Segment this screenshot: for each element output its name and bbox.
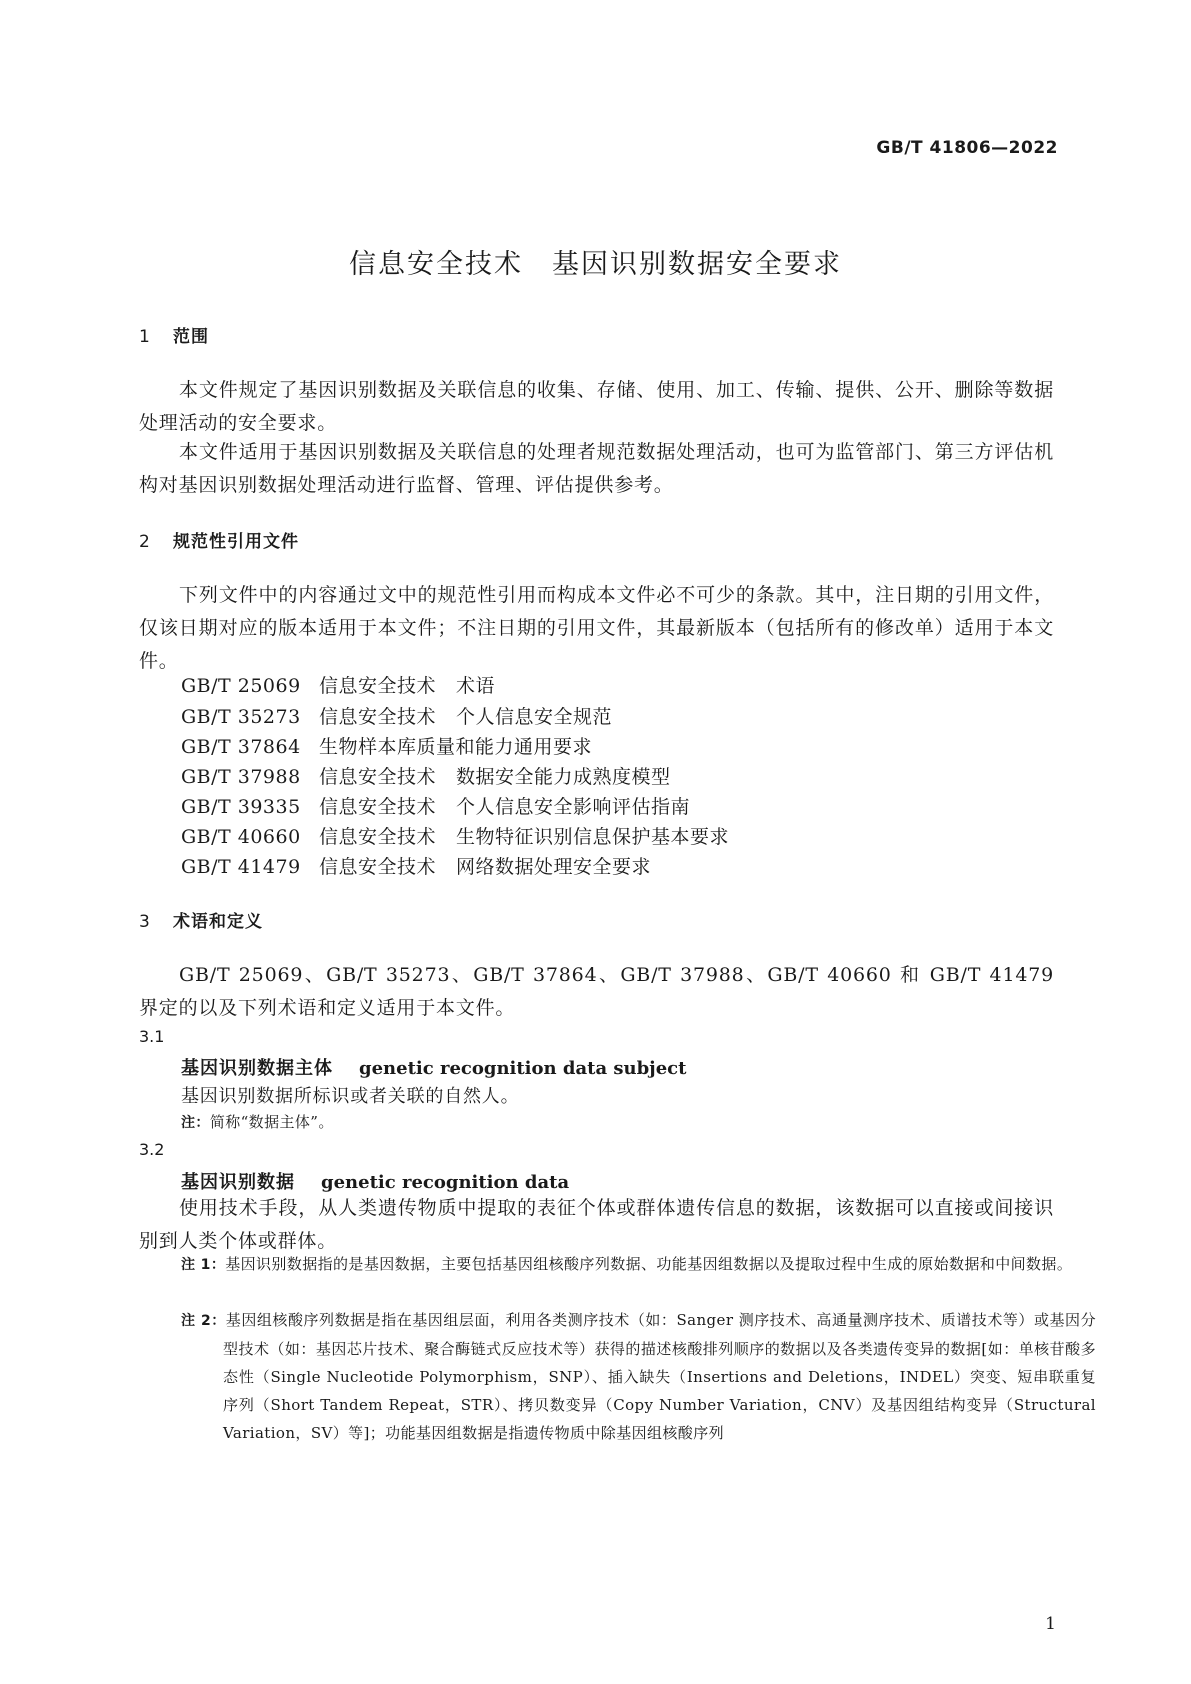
note-label: 注 1：: [181, 1257, 226, 1273]
term-entry: [181, 1054, 686, 1080]
section-3-paragraph-1: GB/T 25069、GB/T 35273、GB/T 37864、GB/T 37988、GB/T 40660 和 GB/T 41479 界定的以及下列术语和定义适用于本文件。: [139, 964, 1054, 1019]
section-1-paragraph-2: 本文件适用于基因识别数据及关联信息的处理者规范数据处理活动，也可为监管部门、第三方评估机构对基因识别数据处理活动进行监督、管理、评估提供参考。: [139, 441, 1054, 496]
note-1: [181, 1250, 1096, 1279]
section-number: 1: [139, 327, 151, 347]
note-label: 注 2：: [181, 1313, 226, 1329]
term-chinese: 基因识别数据主体: [181, 1058, 333, 1079]
reference-item: GB/T 40660 信息安全技术 生物特征识别信息保护基本要求: [181, 826, 730, 848]
clause-number: 3.2: [139, 1140, 165, 1159]
term-chinese: 基因识别数据: [181, 1172, 295, 1193]
reference-item: GB/T 35273 信息安全技术 个人信息安全规范: [181, 706, 613, 728]
reference-item: GB/T 41479 信息安全技术 网络数据处理安全要求: [181, 856, 652, 878]
note-text: 简称“数据主体”。: [209, 1113, 334, 1131]
section-3-heading: [139, 907, 263, 932]
term-english: genetic recognition data subject: [359, 1058, 687, 1079]
reference-item: GB/T 37988 信息安全技术 数据安全能力成熟度模型: [181, 766, 671, 788]
section-title: 规范性引用文件: [173, 532, 299, 552]
section-title: 范围: [173, 327, 209, 347]
note-2: [181, 1306, 1096, 1447]
section-1-heading: [139, 322, 209, 347]
term-entry: [181, 1168, 569, 1194]
section-1-paragraph-1: 本文件规定了基因识别数据及关联信息的收集、存储、使用、加工、传输、提供、公开、删除等数据处理活动的安全要求。: [139, 379, 1054, 434]
document-title: 信息安全技术 基因识别数据安全要求: [349, 249, 842, 280]
term-english: genetic recognition data: [321, 1172, 570, 1193]
clause-number: 3.1: [139, 1027, 165, 1046]
term-definition: 使用技术手段，从人类遗传物质中提取的表征个体或群体遗传信息的数据，该数据可以直接或间接识别到人类个体或群体。: [139, 1197, 1054, 1252]
note-label: 注：: [181, 1115, 210, 1131]
page-number: 1: [1045, 1614, 1056, 1634]
reference-item: GB/T 39335 信息安全技术 个人信息安全影响评估指南: [181, 796, 691, 818]
standard-id: GB/T 41806—2022: [876, 138, 1058, 158]
section-number: 3: [139, 912, 151, 932]
note-text: 基因识别数据指的是基因数据，主要包括基因组核酸序列数据、功能基因组数据以及提取过程中生成的原始数据和中间数据。: [225, 1255, 1073, 1273]
section-2-paragraph-1: 下列文件中的内容通过文中的规范性引用而构成本文件必不可少的条款。其中，注日期的引用文件，仅该日期对应的版本适用于本文件；不注日期的引用文件，其最新版本（包括所有的修改单）适用于本文件。: [139, 584, 1054, 672]
section-title: 术语和定义: [173, 912, 263, 932]
term-definition: 基因识别数据所标识或者关联的自然人。: [181, 1086, 520, 1107]
note: [181, 1108, 1054, 1137]
section-2-heading: [139, 527, 299, 552]
note-text: 基因组核酸序列数据是指在基因组层面，利用各类测序技术（如：Sanger 测序技术、高通量测序技术、质谱技术等）或基因分型技术（如：基因芯片技术、聚合酶链式反应技术等）获得的描述核酸排列顺序的数据以及各类遗传变异的数据[如：单核苷酸多态性（Single Nucleotide Polymorphism，SNP）、插入缺失（Insertions and Deletions，INDEL）突变、短串联重复序列（Short Tandem Repeat，STR）、拷贝数变异（Copy Number Variation，CNV）及基因组结构变异（Structural Variation，SV）等]；功能基因组数据是指遗传物质中除基因组核酸序列: [223, 1311, 1096, 1442]
reference-item: GB/T 37864 生物样本库质量和能力通用要求: [181, 736, 593, 758]
section-number: 2: [139, 532, 151, 552]
reference-item: GB/T 25069 信息安全技术 术语: [181, 675, 496, 697]
